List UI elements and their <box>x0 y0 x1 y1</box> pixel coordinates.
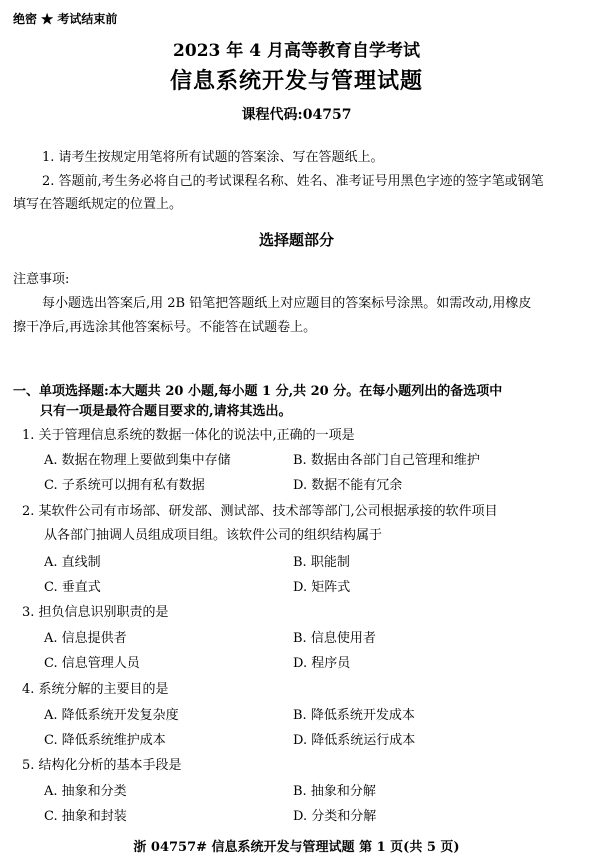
question-2-option-d: D. 矩阵式 <box>293 580 351 595</box>
question-2-stem-line-1: 2. 某软件公司有市场部、研发部、测试部、技术部等部门,公司根据承接的软件项目 <box>22 504 498 519</box>
paper-title: 信息系统开发与管理试题 <box>169 68 423 94</box>
notice-line-1: 每小题选出答案后,用 2B 铅笔把答题纸上对应题目的答案标号涂黑。如需改动,用橡皮 <box>42 296 532 311</box>
question-5-option-c: C. 抽象和封装 <box>44 809 127 824</box>
exam-session-title: 2023 年 4 月高等教育自学考试 <box>173 41 420 61</box>
question-1-stem: 1. 关于管理信息系统的数据一体化的说法中,正确的一项是 <box>22 428 355 443</box>
course-code: 课程代码:04757 <box>241 107 352 123</box>
question-1-option-d: D. 数据不能有冗余 <box>293 478 403 493</box>
question-2-stem-line-2: 从各部门抽调人员组成项目组。该软件公司的组织结构属于 <box>44 528 383 543</box>
question-4-option-b: B. 降低系统开发成本 <box>293 708 415 723</box>
question-4-option-d: D. 降低系统运行成本 <box>293 733 416 748</box>
question-3-option-a: A. 信息提供者 <box>44 631 127 646</box>
question-3-stem: 3. 担负信息识别职责的是 <box>22 605 169 620</box>
question-1-option-a: A. 数据在物理上要做到集中存储 <box>44 453 231 468</box>
page-footer: 浙 04757# 信息系统开发与管理试题 第 1 页(共 5 页) <box>133 840 460 855</box>
question-3-option-b: B. 信息使用者 <box>293 631 376 646</box>
notice-line-2: 擦干净后,再选涂其他答案标号。不能答在试题卷上。 <box>13 320 317 335</box>
question-1-option-b: B. 数据由各部门自己管理和维护 <box>293 453 480 468</box>
question-4-option-c: C. 降低系统维护成本 <box>44 733 166 748</box>
instruction-2-line-1: 2. 答题前,考生务必将自己的考试课程名称、姓名、准考证号用黑色字迹的签字笔或钢笔 <box>42 174 544 189</box>
instruction-2-line-2: 填写在答题纸规定的位置上。 <box>13 197 183 212</box>
part1-heading-line-2: 只有一项是最符合题目要求的,请将其选出。 <box>40 404 292 419</box>
question-5-option-b: B. 抽象和分解 <box>293 784 376 799</box>
question-3-option-d: D. 程序员 <box>293 656 351 671</box>
question-5-stem: 5. 结构化分析的基本手段是 <box>22 758 182 773</box>
question-3-option-c: C. 信息管理人员 <box>44 656 140 671</box>
part1-heading-line-1: 一、单项选择题:本大题共 20 小题,每小题 1 分,共 20 分。在每小题列出的备选项中 <box>13 384 503 399</box>
question-1-option-c: C. 子系统可以拥有私有数据 <box>44 478 205 493</box>
section-title: 选择题部分 <box>258 231 334 249</box>
instruction-1: 1. 请考生按规定用笔将所有试题的答案涂、写在答题纸上。 <box>42 150 384 165</box>
question-5-option-a: A. 抽象和分类 <box>44 784 127 799</box>
notice-label: 注意事项: <box>13 272 70 287</box>
question-2-option-b: B. 职能制 <box>293 555 350 570</box>
question-5-option-d: D. 分类和分解 <box>293 809 377 824</box>
question-2-option-a: A. 直线制 <box>44 555 101 570</box>
question-4-stem: 4. 系统分解的主要目的是 <box>22 682 169 697</box>
confidential-mark: 绝密 ★ 考试结束前 <box>13 12 118 26</box>
question-4-option-a: A. 降低系统开发复杂度 <box>44 708 179 723</box>
question-2-option-c: C. 垂直式 <box>44 580 101 595</box>
